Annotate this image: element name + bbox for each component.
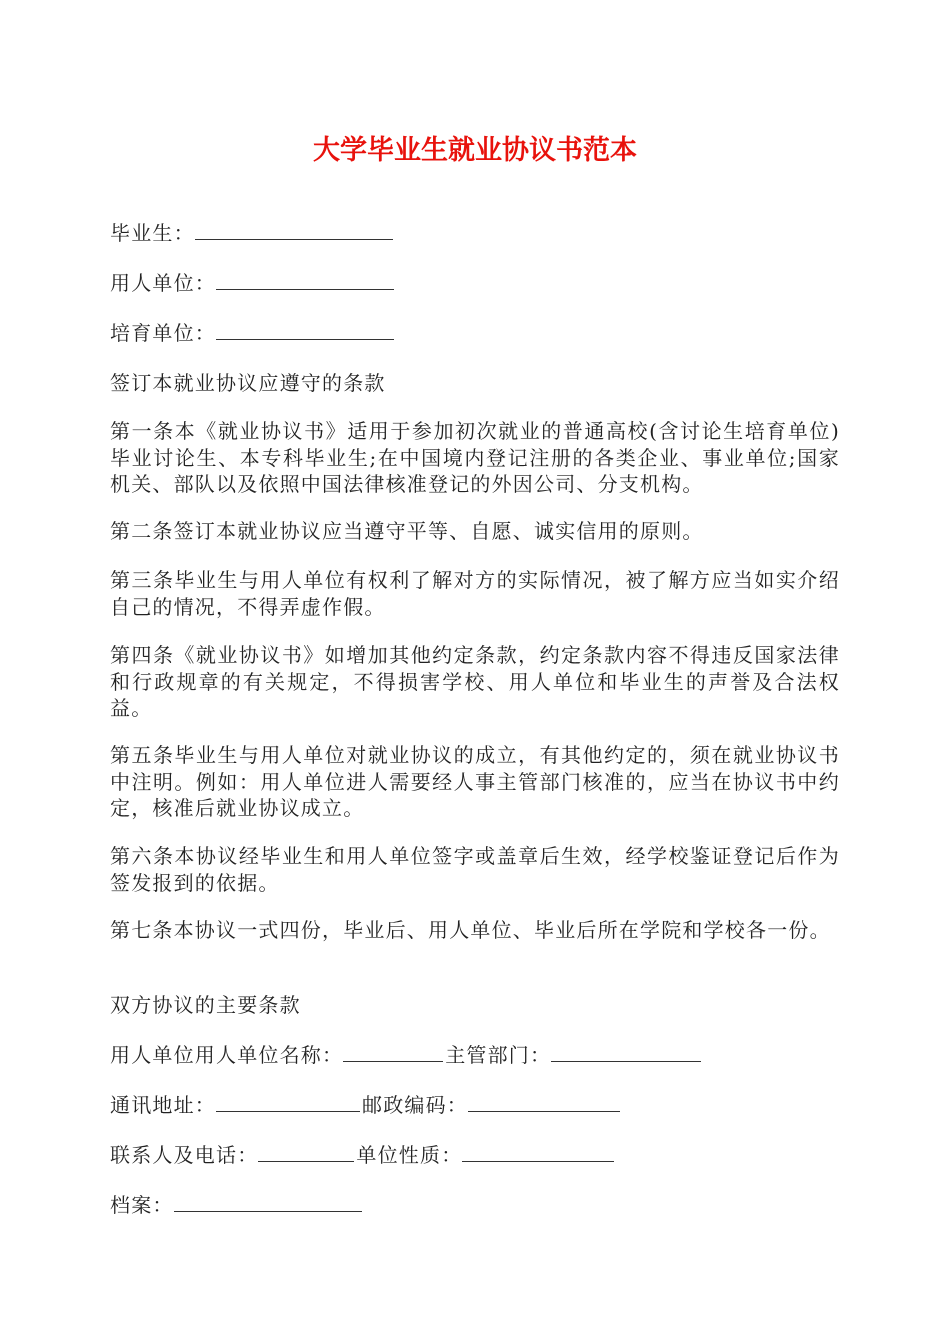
article-7: 第七条本协议一式四份，毕业后、用人单位、毕业后所在学院和学校各一份。 bbox=[110, 918, 831, 942]
contact-blank[interactable] bbox=[258, 1143, 354, 1162]
employer-blank[interactable] bbox=[216, 271, 394, 290]
employer-label: 用人单位： bbox=[110, 271, 216, 295]
archive-label: 档案： bbox=[110, 1193, 174, 1217]
supervisor-label: 主管部门： bbox=[445, 1043, 552, 1067]
article-4: 第四条《就业协议书》如增加其他约定条款，约定条款内容不得违反国家法律和行政规章的有关规定，不得损害学校、用人单位和毕业生的声誉及合法权益。 bbox=[110, 643, 840, 720]
employer-name-row bbox=[110, 1042, 703, 1068]
unit-type-label: 单位性质： bbox=[356, 1143, 463, 1167]
document-title: 大学毕业生就业协议书范本 bbox=[313, 135, 637, 166]
contact-row bbox=[110, 1142, 616, 1168]
article-3: 第三条毕业生与用人单位有权利了解对方的实际情况，被了解方应当如实介绍自己的情况，不得弄虚作假。 bbox=[110, 568, 840, 619]
article-2: 第二条签订本就业协议应当遵守平等、自愿、诚实信用的原则。 bbox=[110, 519, 704, 543]
archive-row bbox=[110, 1192, 364, 1218]
training-unit-label: 培育单位： bbox=[110, 321, 216, 345]
training-unit-blank[interactable] bbox=[216, 321, 394, 340]
graduate-field bbox=[110, 220, 395, 246]
archive-blank[interactable] bbox=[174, 1193, 362, 1212]
address-blank[interactable] bbox=[216, 1093, 360, 1112]
postcode-label: 邮政编码： bbox=[362, 1093, 468, 1117]
article-5: 第五条毕业生与用人单位对就业协议的成立，有其他约定的，须在就业协议书中注明。例如：用人单位进人需要经人事主管部门核准的，应当在协议书中约定，核准后就业协议成立。 bbox=[110, 743, 840, 820]
contact-label: 联系人及电话： bbox=[110, 1143, 259, 1167]
training-unit-field bbox=[110, 320, 396, 346]
article-1: 第一条本《就业协议书》适用于参加初次就业的普通高校(含讨论生培育单位)毕业讨论生、本专科毕业生;在中国境内登记注册的各类企业、事业单位;国家机关、部队以及依照中国法律核准登记的外因公司、分支机构。 bbox=[110, 419, 840, 496]
employer-field bbox=[110, 270, 396, 296]
article-6: 第六条本协议经毕业生和用人单位签字或盖章后生效，经学校鉴证登记后作为签发报到的依据。 bbox=[110, 844, 840, 895]
employer-name-blank[interactable] bbox=[343, 1043, 443, 1062]
section2-heading: 双方协议的主要条款 bbox=[110, 993, 301, 1017]
postcode-blank[interactable] bbox=[468, 1093, 620, 1112]
graduate-label: 毕业生： bbox=[110, 221, 195, 245]
unit-type-blank[interactable] bbox=[462, 1143, 614, 1162]
employer-name-label: 用人单位用人单位名称： bbox=[110, 1043, 344, 1067]
address-row bbox=[110, 1092, 622, 1118]
supervisor-blank[interactable] bbox=[551, 1043, 701, 1062]
graduate-blank[interactable] bbox=[195, 221, 393, 240]
section1-heading: 签订本就业协议应遵守的条款 bbox=[110, 371, 386, 395]
address-label: 通讯地址： bbox=[110, 1093, 216, 1117]
